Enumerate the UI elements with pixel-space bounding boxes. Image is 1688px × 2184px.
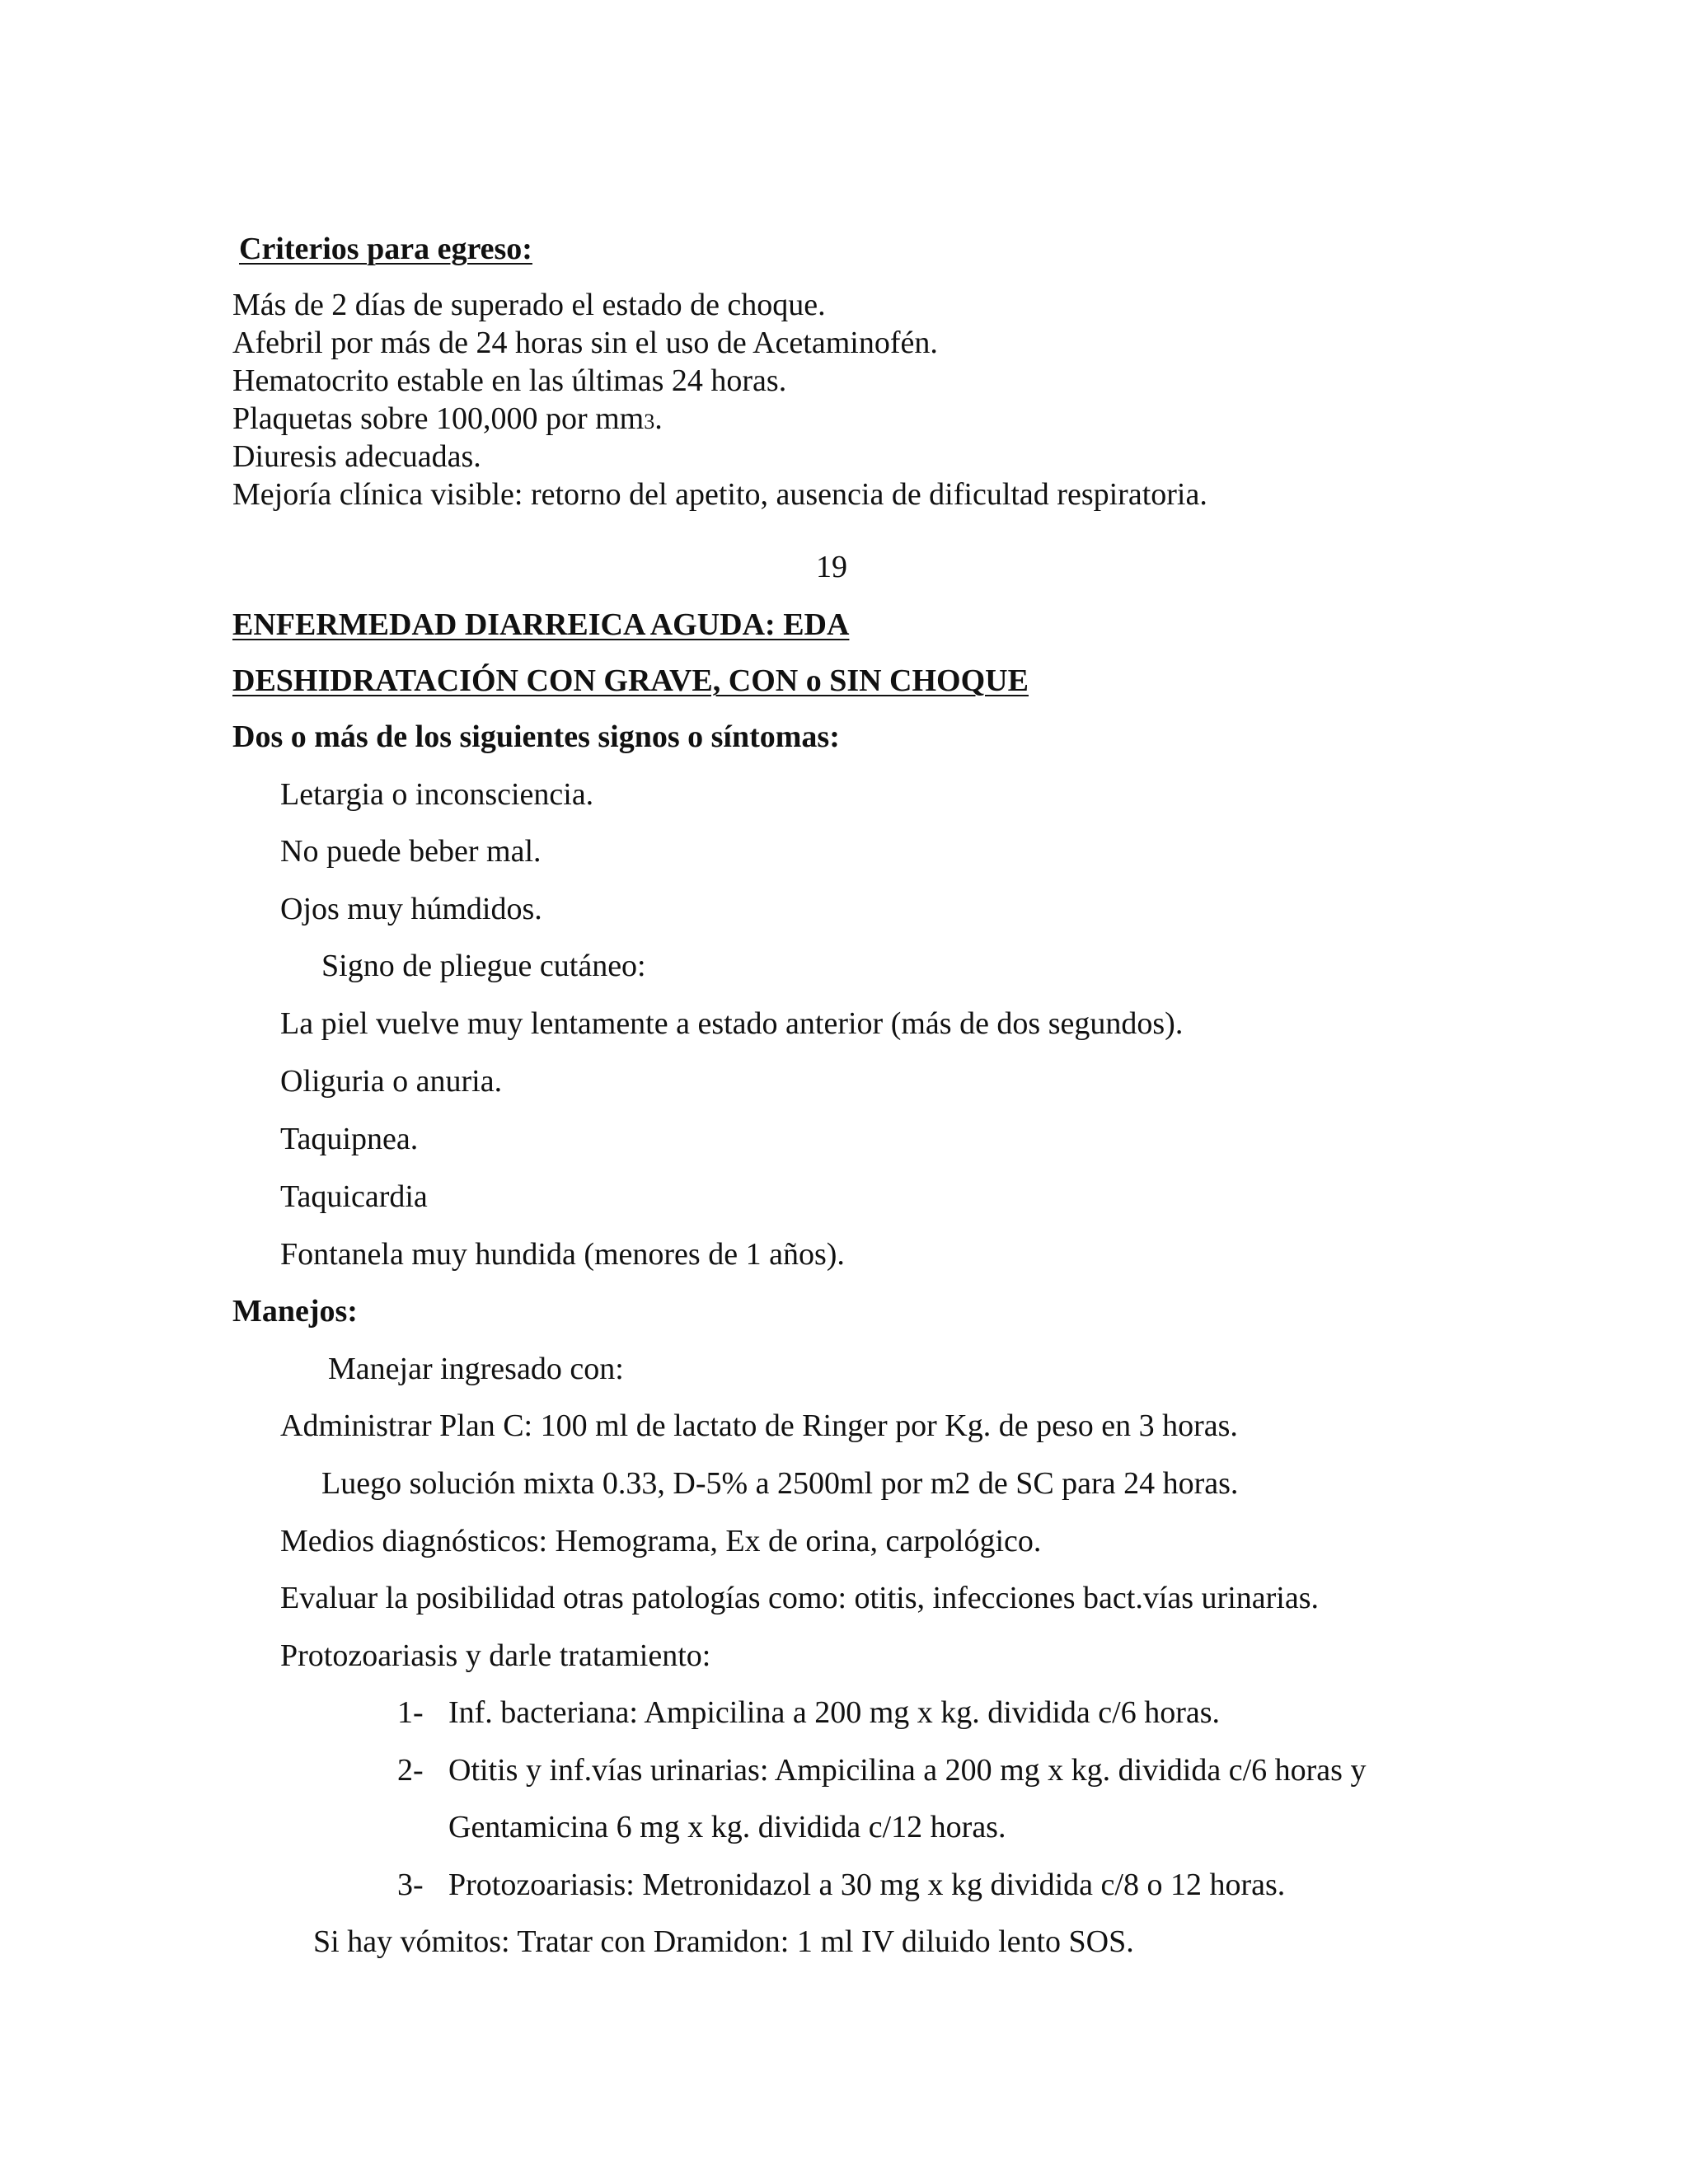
management-item: Luego solución mixta 0.33, D-5% a 2500ml por m2 de SC para 24 horas. — [321, 1466, 1239, 1501]
sign-item: Taquipnea. — [280, 1122, 419, 1156]
discharge-criterion: Diuresis adecuadas. — [232, 439, 481, 474]
vomiting-note: Si hay vómitos: Tratar con Dramidon: 1 ml IV diluido lento SOS. — [313, 1924, 1134, 1959]
section-subtitle: DESHIDRATACIÓN CON GRAVE, CON o SIN CHOQUE — [232, 663, 1029, 698]
platelet-end: . — [654, 401, 663, 436]
sign-item: Ojos muy húmdidos. — [280, 892, 542, 926]
discharge-criterion: Más de 2 días de superado el estado de choque. — [232, 288, 826, 322]
management-heading: Manejos: — [232, 1294, 358, 1329]
treatment-item — [397, 1754, 1366, 1788]
signs-heading: Dos o más de los siguientes signos o síntomas: — [232, 719, 840, 754]
treatment-item — [397, 1811, 1006, 1845]
section-title: ENFERMEDAD DIARREICA AGUDA: EDA — [232, 607, 850, 642]
discharge-criterion: Afebril por más de 24 horas sin el uso de Acetaminofén. — [232, 326, 938, 360]
management-item: Protozoariasis y darle tratamiento: — [280, 1638, 711, 1673]
management-item: Medios diagnósticos: Hemograma, Ex de orina, carpológico. — [280, 1524, 1042, 1558]
management-item: Administrar Plan C: 100 ml de lactato de Ringer por Kg. de peso en 3 horas. — [280, 1408, 1238, 1443]
discharge-criterion: Mejoría clínica visible: retorno del apetito, ausencia de dificultad respiratoria. — [232, 477, 1207, 512]
sign-item: Letargia o inconsciencia. — [280, 777, 594, 812]
treatment-item — [397, 1696, 1220, 1731]
treatment-number: 3- — [397, 1868, 424, 1902]
discharge-criterion-platelets — [232, 402, 663, 437]
discharge-criterion: Hematocrito estable en las últimas 24 horas. — [232, 363, 787, 398]
treatment-number: 2- — [397, 1753, 424, 1788]
sign-item: Taquicardia — [280, 1179, 428, 1214]
treatment-text: Protozoariasis: Metronidazol a 30 mg x kg dividida c/8 o 12 horas. — [448, 1868, 1286, 1902]
sign-item: Oliguria o anuria. — [280, 1064, 503, 1099]
platelet-text: Plaquetas sobre 100,000 por mm — [232, 401, 645, 436]
sign-item: Fontanela muy hundida (menores de 1 años). — [280, 1237, 845, 1272]
treatment-number: 1- — [397, 1695, 424, 1730]
treatment-item — [397, 1868, 1285, 1903]
treatment-text: Otitis y inf.vías urinarias: Ampicilina a 200 mg x kg. dividida c/6 horas y — [448, 1753, 1367, 1788]
sign-item: No puede beber mal. — [280, 834, 542, 869]
sign-item: La piel vuelve muy lentamente a estado anterior (más de dos segundos). — [280, 1006, 1184, 1041]
treatment-text: Gentamicina 6 mg x kg. dividida c/12 horas. — [448, 1810, 1006, 1844]
sign-item: Signo de pliegue cutáneo: — [321, 949, 646, 983]
platelet-unit-super: 3 — [644, 410, 655, 434]
treatment-text: Inf. bacteriana: Ampicilina a 200 mg x kg. dividida c/6 horas. — [448, 1695, 1221, 1730]
discharge-heading: Criterios para egreso: — [239, 232, 532, 266]
management-item: Manejar ingresado con: — [328, 1352, 624, 1386]
management-item: Evaluar la posibilidad otras patologías como: otitis, infecciones bact.vías urinarias. — [280, 1581, 1319, 1615]
page-number: 19 — [816, 550, 847, 584]
